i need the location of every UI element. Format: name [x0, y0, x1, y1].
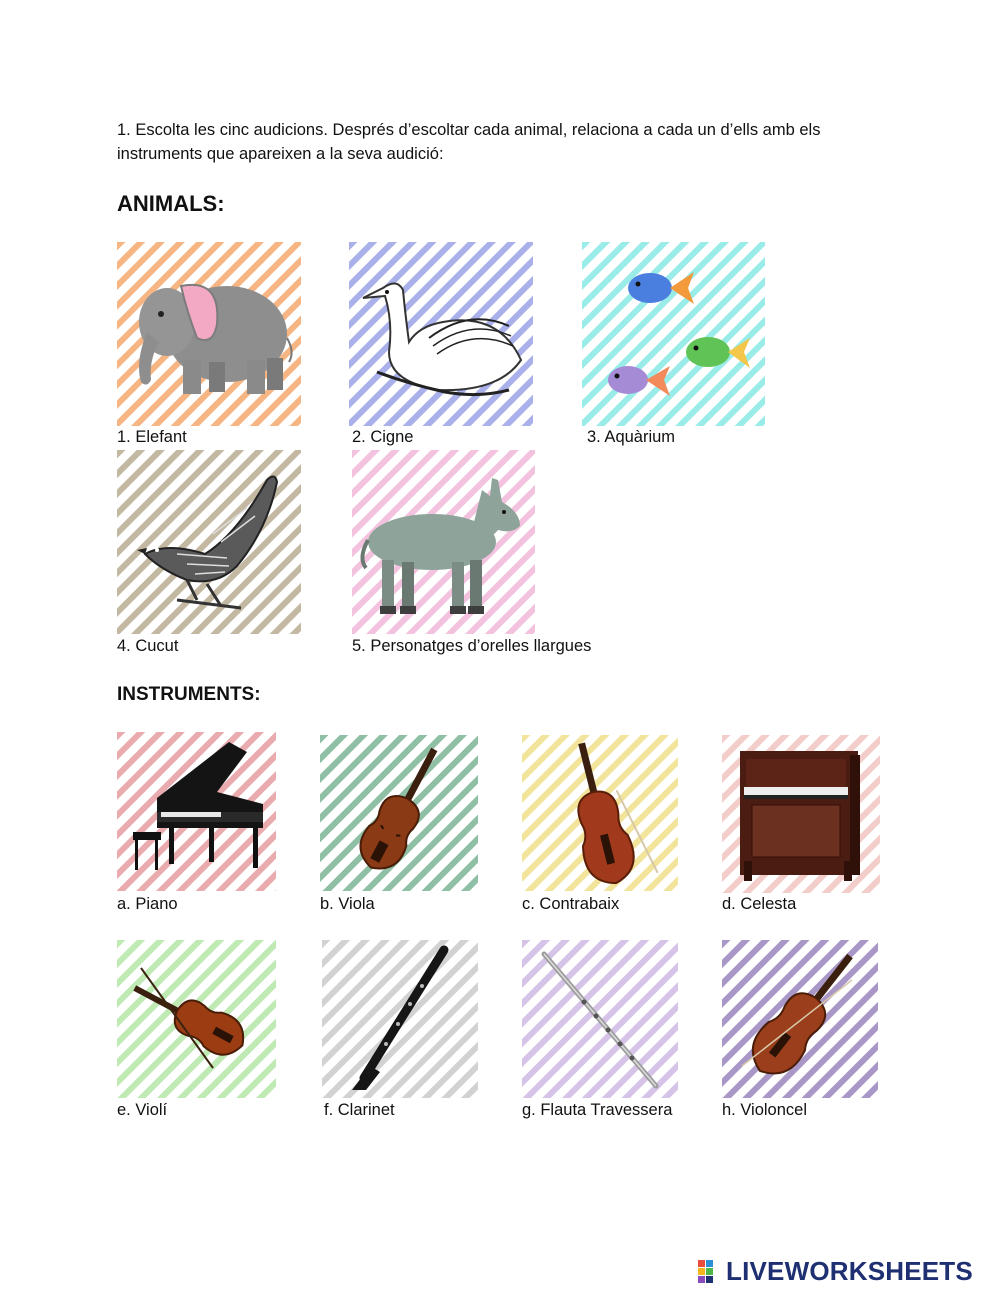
instrument-label: c. Contrabaix — [522, 895, 620, 913]
instrument-card-viola — [320, 735, 478, 891]
instrument-card-clarinet — [322, 940, 478, 1098]
animal-label: 2. Cigne — [352, 428, 414, 446]
instrument-label: d. Celesta — [722, 895, 797, 913]
cello-icon — [722, 940, 878, 1098]
celesta-icon — [722, 735, 880, 893]
donkey-icon — [352, 450, 535, 634]
double-bass-icon — [522, 735, 678, 891]
instrument-label: e. Violí — [117, 1101, 168, 1119]
animal-label: 4. Cucut — [117, 637, 179, 655]
instrument-card-violin — [117, 940, 276, 1098]
viola-icon — [320, 735, 478, 891]
animal-card-cuckoo — [117, 450, 301, 634]
instruction-text: 1. Escolta les cinc audicions. Després d’escoltar cada animal, relaciona a cada un d’ells amb els instruments que apareixen a la seva audició: — [117, 121, 821, 163]
instrument-card-celesta — [722, 735, 880, 893]
fish-icon — [582, 242, 765, 426]
logo-cube-icon — [698, 1258, 722, 1284]
instrument-label: b. Viola — [320, 895, 375, 913]
instrument-label: f. Clarinet — [324, 1101, 395, 1119]
animal-card-elephant — [117, 242, 301, 426]
instruments-section-title: INSTRUMENTS: — [117, 684, 261, 705]
instrument-label: g. Flauta Travessera — [522, 1101, 673, 1119]
cuckoo-icon — [117, 450, 301, 634]
violin-icon — [117, 940, 276, 1098]
clarinet-icon — [322, 940, 478, 1098]
animal-card-swan — [349, 242, 533, 426]
instrument-label: h. Violoncel — [722, 1101, 808, 1119]
instrument-card-flute — [522, 940, 678, 1098]
animal-label: 3. Aquàrium — [587, 428, 676, 446]
swan-icon — [349, 242, 533, 426]
animal-label: 5. Personatges d’orelles llargues — [352, 637, 592, 655]
animal-card-donkey — [352, 450, 535, 634]
brand-name: LIVEWORKSHEETS — [726, 1255, 973, 1286]
animal-label: 1. Elefant — [117, 428, 187, 446]
animals-section-title: ANIMALS: — [117, 191, 225, 216]
instrument-card-piano — [117, 732, 276, 891]
animal-card-aquarium — [582, 242, 765, 426]
instrument-card-cello — [722, 940, 878, 1098]
elephant-icon — [117, 242, 301, 426]
flute-icon — [522, 940, 678, 1098]
liveworksheets-logo — [698, 1254, 973, 1288]
instrument-label: a. Piano — [117, 895, 178, 913]
grand-piano-icon — [117, 732, 276, 891]
instrument-card-double-bass — [522, 735, 678, 891]
